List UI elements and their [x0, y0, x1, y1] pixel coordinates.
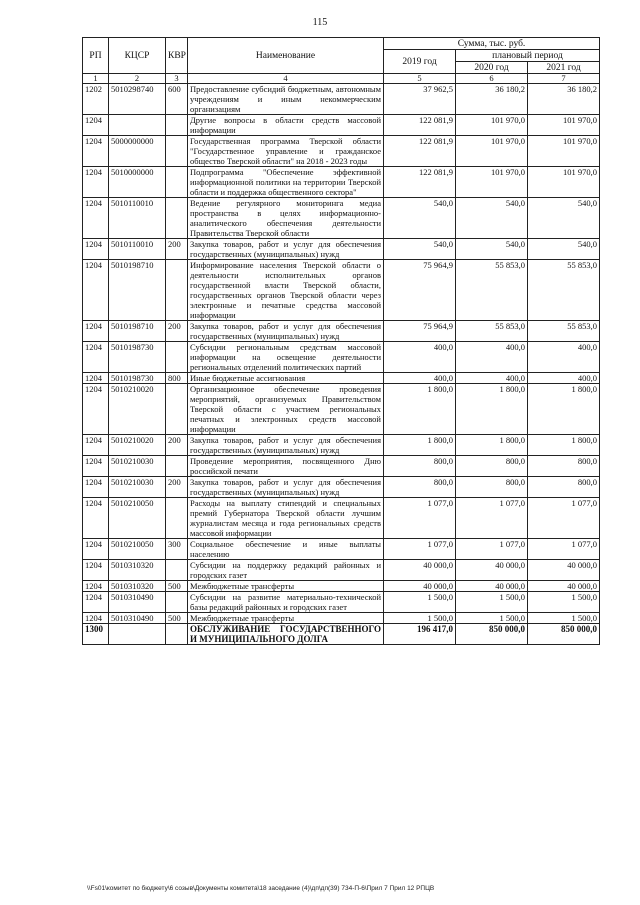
value-2019-cell: 540,0 [384, 239, 456, 260]
kvr-cell: 600 [166, 84, 188, 115]
header-2019: 2019 год [384, 50, 456, 74]
value-2019-cell: 40 000,0 [384, 560, 456, 581]
kvr-cell [166, 456, 188, 477]
rp-cell: 1204 [83, 498, 109, 539]
kvr-cell: 200 [166, 321, 188, 342]
value-2020-cell: 1 077,0 [456, 539, 528, 560]
name-cell: Закупка товаров, работ и услуг для обеспечения государственных (муниципальных) нужд [188, 477, 384, 498]
index-cell: 7 [528, 74, 600, 84]
rp-cell: 1204 [83, 581, 109, 592]
name-cell: Субсидии на развитие материально-технической базы редакций районных и городских газет [188, 592, 384, 613]
value-2020-cell: 1 800,0 [456, 384, 528, 435]
rp-cell: 1204 [83, 167, 109, 198]
header-kcsr: КЦСР [109, 38, 166, 74]
rp-cell: 1204 [83, 560, 109, 581]
table-row [83, 539, 600, 560]
name-cell: Ведение регулярного мониторинга медиа пространства в целях информационно-аналитического обеспечения деятельности Правительства Тверской области [188, 198, 384, 239]
value-2021-cell: 55 853,0 [528, 321, 600, 342]
table-row [83, 560, 600, 581]
name-cell: Закупка товаров, работ и услуг для обеспечения государственных (муниципальных) нужд [188, 239, 384, 260]
value-2019-cell: 540,0 [384, 198, 456, 239]
kcsr-cell: 5010210050 [109, 498, 166, 539]
table-row [83, 136, 600, 167]
name-cell: Субсидии региональным средствам массовой информации на освещение деятельности региональных отделений политических партий [188, 342, 384, 373]
value-2019-cell: 75 964,9 [384, 260, 456, 321]
value-2021-cell: 400,0 [528, 342, 600, 373]
index-cell: 4 [188, 74, 384, 84]
kvr-cell: 500 [166, 613, 188, 624]
index-cell: 1 [83, 74, 109, 84]
kvr-cell: 300 [166, 539, 188, 560]
rp-cell: 1204 [83, 342, 109, 373]
value-2021-cell: 40 000,0 [528, 581, 600, 592]
value-2020-cell: 1 077,0 [456, 498, 528, 539]
kcsr-cell: 5010210030 [109, 456, 166, 477]
name-cell: Организационное обеспечение проведения мероприятий, организуемых Правительством Тверской области с участием региональных печатных и электронных средств массовой информации [188, 384, 384, 435]
kcsr-cell: 5010210020 [109, 384, 166, 435]
kcsr-cell: 5010310490 [109, 592, 166, 613]
name-cell: Закупка товаров, работ и услуг для обеспечения государственных (муниципальных) нужд [188, 435, 384, 456]
table-row [83, 239, 600, 260]
rp-cell: 1204 [83, 435, 109, 456]
table-row [83, 115, 600, 136]
value-2020-cell: 1 500,0 [456, 592, 528, 613]
value-2020-cell: 36 180,2 [456, 84, 528, 115]
kcsr-cell: 5010000000 [109, 167, 166, 198]
table-row [83, 624, 600, 645]
value-2021-cell: 40 000,0 [528, 560, 600, 581]
value-2019-cell: 196 417,0 [384, 624, 456, 645]
kcsr-cell: 5010310320 [109, 581, 166, 592]
name-cell: Субсидии на поддержку редакций районных и городских газет [188, 560, 384, 581]
table-row [83, 373, 600, 384]
kvr-cell [166, 167, 188, 198]
kvr-cell [166, 260, 188, 321]
table-row [83, 260, 600, 321]
value-2020-cell: 40 000,0 [456, 581, 528, 592]
kcsr-cell: 5010210030 [109, 477, 166, 498]
table-row [83, 167, 600, 198]
rp-cell: 1204 [83, 539, 109, 560]
table-row [83, 321, 600, 342]
kvr-cell [166, 136, 188, 167]
file-path-footer: \\Fs01\комитет по бюджету\6 созыв\Документы комитета\18 заседание (4)\дп\дп(39) 734-П-6\Прил 7 Прил 12 РПЦВ [87, 885, 435, 892]
value-2019-cell: 1 500,0 [384, 613, 456, 624]
value-2021-cell: 1 800,0 [528, 435, 600, 456]
value-2019-cell: 40 000,0 [384, 581, 456, 592]
value-2020-cell: 101 970,0 [456, 136, 528, 167]
value-2019-cell: 1 800,0 [384, 384, 456, 435]
name-cell: Подпрограмма "Обеспечение эффективной информационной политики на территории Тверской области и поддержка общественного сектора" [188, 167, 384, 198]
kvr-cell [166, 592, 188, 613]
header-sum: Сумма, тыс. руб. [384, 38, 600, 50]
rp-cell: 1204 [83, 592, 109, 613]
budget-table [82, 37, 600, 645]
table-row [83, 613, 600, 624]
value-2019-cell: 75 964,9 [384, 321, 456, 342]
name-cell: Иные бюджетные ассигнования [188, 373, 384, 384]
rp-cell: 1204 [83, 321, 109, 342]
name-cell: Государственная программа Тверской области "Государственное управление и гражданское общество Тверской области" на 2018 - 2023 годы [188, 136, 384, 167]
rp-cell: 1204 [83, 198, 109, 239]
rp-cell: 1204 [83, 115, 109, 136]
value-2019-cell: 400,0 [384, 342, 456, 373]
index-cell: 6 [456, 74, 528, 84]
rp-cell: 1202 [83, 84, 109, 115]
value-2019-cell: 800,0 [384, 456, 456, 477]
value-2021-cell: 101 970,0 [528, 115, 600, 136]
kvr-cell [166, 384, 188, 435]
column-index-row [83, 74, 600, 84]
index-cell: 5 [384, 74, 456, 84]
table-row [83, 498, 600, 539]
value-2019-cell: 1 800,0 [384, 435, 456, 456]
value-2019-cell: 1 077,0 [384, 498, 456, 539]
value-2020-cell: 540,0 [456, 239, 528, 260]
value-2019-cell: 1 077,0 [384, 539, 456, 560]
index-cell: 3 [166, 74, 188, 84]
header-2021: 2021 год [528, 62, 600, 74]
kcsr-cell: 5010210020 [109, 435, 166, 456]
value-2019-cell: 400,0 [384, 373, 456, 384]
kcsr-cell: 5000000000 [109, 136, 166, 167]
value-2020-cell: 101 970,0 [456, 115, 528, 136]
header-2020: 2020 год [456, 62, 528, 74]
name-cell: Межбюджетные трансферты [188, 581, 384, 592]
kvr-cell [166, 560, 188, 581]
kcsr-cell: 5010198730 [109, 373, 166, 384]
value-2019-cell: 122 081,9 [384, 136, 456, 167]
value-2020-cell: 55 853,0 [456, 260, 528, 321]
value-2021-cell: 1 500,0 [528, 613, 600, 624]
name-cell: Предоставление субсидий бюджетным, автономным учреждениям и иным некоммерческим организациям [188, 84, 384, 115]
value-2020-cell: 55 853,0 [456, 321, 528, 342]
value-2020-cell: 800,0 [456, 456, 528, 477]
name-cell: Проведение мероприятия, посвященного Дню российской печати [188, 456, 384, 477]
value-2021-cell: 400,0 [528, 373, 600, 384]
kvr-cell: 200 [166, 239, 188, 260]
kcsr-cell: 5010110010 [109, 198, 166, 239]
rp-cell: 1204 [83, 260, 109, 321]
value-2019-cell: 1 500,0 [384, 592, 456, 613]
kcsr-cell: 5010198710 [109, 260, 166, 321]
rp-cell: 1204 [83, 613, 109, 624]
kvr-cell: 800 [166, 373, 188, 384]
kcsr-cell [109, 115, 166, 136]
index-cell: 2 [109, 74, 166, 84]
kcsr-cell: 5010298740 [109, 84, 166, 115]
rp-cell: 1300 [83, 624, 109, 645]
name-cell: Закупка товаров, работ и услуг для обеспечения государственных (муниципальных) нужд [188, 321, 384, 342]
value-2020-cell: 1 500,0 [456, 613, 528, 624]
value-2019-cell: 122 081,9 [384, 167, 456, 198]
value-2021-cell: 1 077,0 [528, 539, 600, 560]
name-cell: Межбюджетные трансферты [188, 613, 384, 624]
header-planned-period: плановый период [456, 50, 600, 62]
table-row [83, 456, 600, 477]
value-2020-cell: 540,0 [456, 198, 528, 239]
page-number: 115 [312, 17, 328, 28]
kcsr-cell [109, 624, 166, 645]
table-row [83, 581, 600, 592]
value-2021-cell: 800,0 [528, 456, 600, 477]
table-row [83, 198, 600, 239]
kcsr-cell: 5010310490 [109, 613, 166, 624]
kcsr-cell: 5010198710 [109, 321, 166, 342]
value-2019-cell: 800,0 [384, 477, 456, 498]
value-2019-cell: 37 962,5 [384, 84, 456, 115]
value-2021-cell: 850 000,0 [528, 624, 600, 645]
value-2021-cell: 55 853,0 [528, 260, 600, 321]
value-2021-cell: 101 970,0 [528, 167, 600, 198]
table-row [83, 384, 600, 435]
value-2021-cell: 540,0 [528, 239, 600, 260]
kvr-cell: 200 [166, 477, 188, 498]
name-cell: Другие вопросы в области средств массовой информации [188, 115, 384, 136]
rp-cell: 1204 [83, 239, 109, 260]
table-row [83, 84, 600, 115]
value-2021-cell: 36 180,2 [528, 84, 600, 115]
rp-cell: 1204 [83, 136, 109, 167]
table-row [83, 435, 600, 456]
value-2021-cell: 800,0 [528, 477, 600, 498]
value-2020-cell: 400,0 [456, 373, 528, 384]
kcsr-cell: 5010198730 [109, 342, 166, 373]
rp-cell: 1204 [83, 384, 109, 435]
value-2020-cell: 40 000,0 [456, 560, 528, 581]
kvr-cell: 500 [166, 581, 188, 592]
name-cell: Расходы на выплату стипендий и специальных премий Губернатора Тверской области лучшим журналистам месяца и года региональных средств массовой информации [188, 498, 384, 539]
name-cell: ОБСЛУЖИВАНИЕ ГОСУДАРСТВЕННОГО И МУНИЦИПАЛЬНОГО ДОЛГА [188, 624, 384, 645]
value-2020-cell: 101 970,0 [456, 167, 528, 198]
kvr-cell [166, 624, 188, 645]
value-2020-cell: 1 800,0 [456, 435, 528, 456]
name-cell: Социальное обеспечение и иные выплаты населению [188, 539, 384, 560]
table-row [83, 342, 600, 373]
name-cell: Информирование населения Тверской области о деятельности исполнительных органов государственной власти Тверской области, государственных органов Тверской области через электронные и печатные средства массовой информации [188, 260, 384, 321]
kvr-cell: 200 [166, 435, 188, 456]
value-2020-cell: 850 000,0 [456, 624, 528, 645]
kcsr-cell: 5010110010 [109, 239, 166, 260]
header-name: Наименование [188, 38, 384, 74]
rp-cell: 1204 [83, 456, 109, 477]
value-2021-cell: 1 077,0 [528, 498, 600, 539]
kvr-cell [166, 198, 188, 239]
value-2020-cell: 400,0 [456, 342, 528, 373]
table-row [83, 592, 600, 613]
table-row [83, 477, 600, 498]
kvr-cell [166, 498, 188, 539]
value-2021-cell: 1 800,0 [528, 384, 600, 435]
kvr-cell [166, 342, 188, 373]
rp-cell: 1204 [83, 477, 109, 498]
kcsr-cell: 5010310320 [109, 560, 166, 581]
value-2019-cell: 122 081,9 [384, 115, 456, 136]
kcsr-cell: 5010210050 [109, 539, 166, 560]
value-2020-cell: 800,0 [456, 477, 528, 498]
value-2021-cell: 540,0 [528, 198, 600, 239]
header-kvr: КВР [166, 38, 188, 74]
value-2021-cell: 1 500,0 [528, 592, 600, 613]
kvr-cell [166, 115, 188, 136]
header-rp: РП [83, 38, 109, 74]
rp-cell: 1204 [83, 373, 109, 384]
value-2021-cell: 101 970,0 [528, 136, 600, 167]
